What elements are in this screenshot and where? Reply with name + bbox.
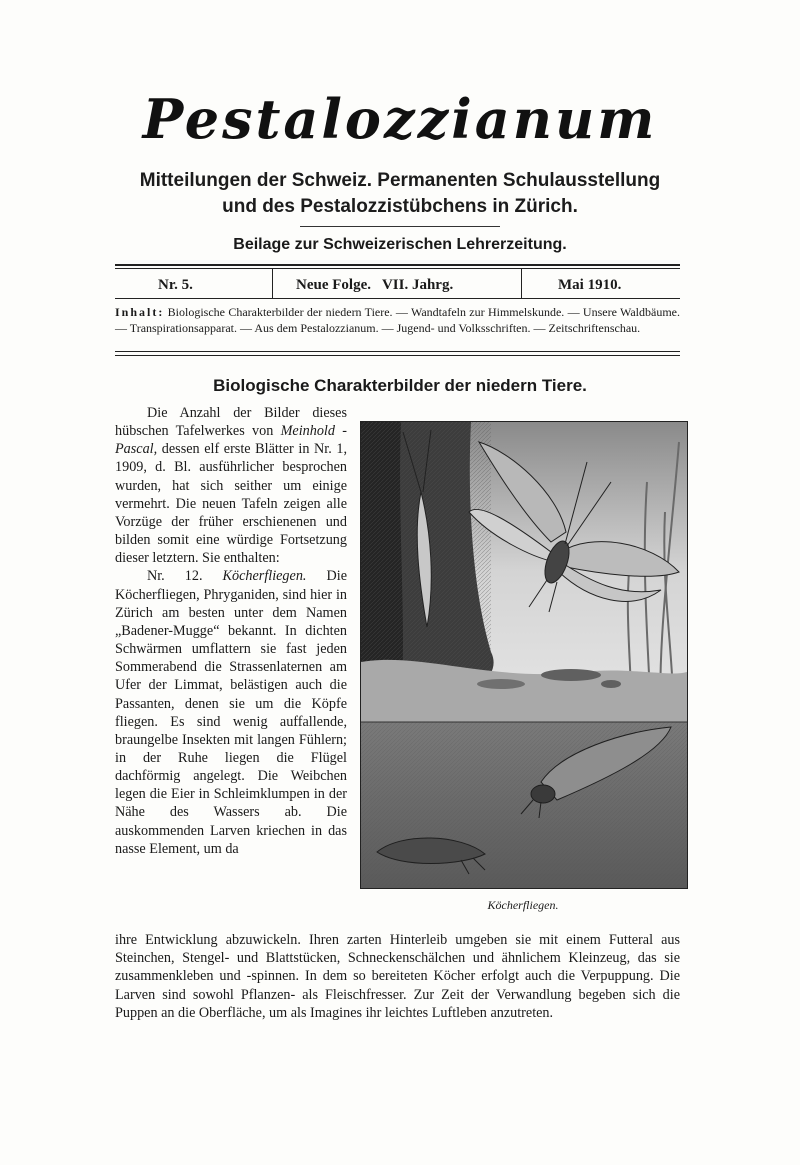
article-paragraph bbox=[115, 404, 347, 567]
article-continuation bbox=[115, 931, 680, 1022]
issue-separator bbox=[272, 268, 273, 298]
article-title: Biologische Charakterbilder der niedern Tiere. bbox=[213, 376, 587, 395]
paragraph-text: dessen elf erste Blätter in Nr. 1, 1909, d. Bl. ausführlicher besprochen wurden, hat sich seither um einige vermehrt. Die neuen Tafeln zeigen alle Vorzüge der früher erschienenen und bilden somit eine würdige Fortsetzung dieser letztern. Sie enthalten: bbox=[115, 441, 347, 567]
paragraph-text: Die Anzahl der Bilder dieses hübschen Tafelwerkes von bbox=[115, 405, 347, 440]
issue-bar-top-rule bbox=[115, 264, 680, 266]
caddisfly-illustration bbox=[360, 421, 688, 889]
contents-text: Biologische Charakterbilder der niedern Tiere. — Wandtafeln zur Himmelskunde. — Unsere Waldbäume. — Transpirationsapparat. — Aus dem Pestalozzianum. — Jugend- und Volksschriften. — Zeitschriftenschau. bbox=[115, 305, 681, 335]
figure-caption: Köcherfliegen. bbox=[487, 898, 559, 912]
issue-bar-top-rule-thin bbox=[115, 268, 680, 269]
contents-label: Inhalt: bbox=[115, 305, 165, 319]
masthead-title: Pestalozzianum bbox=[142, 87, 658, 151]
article-paragraph bbox=[115, 567, 347, 858]
table-of-contents bbox=[115, 304, 680, 336]
supplement-line: Beilage zur Schweizerischen Lehrerzeitung. bbox=[233, 236, 567, 253]
paragraph-text: Die Köcherfliegen, Phryganiden, sind hier in Zürich am besten unter dem Namen „Badener-Mugge“ bekannt. In dichten Schwärmen umflattern sie fast jeden Sommerabend die Strassenlaternen am Ufer der Limmat, belästigen auch die Passanten, denen sie um die Köpfe fliegen. Es sind wenig auffallende, braungelbe Insekten mit langen Fühlern; in der Ruhe liegen die Flügel dachförmig angelegt. Die Weibchen legen die Eier in Schleimklumpen in der Nähe des Wassers ab. Die auskommenden Larven kriechen in das nasse Element, um da bbox=[115, 568, 347, 857]
issue-bar-bottom-rule bbox=[115, 298, 680, 299]
masthead-divider bbox=[300, 226, 500, 227]
contents-bottom-rule bbox=[115, 351, 680, 352]
masthead-subtitle-line2: und des Pestalozzistübchens in Zürich. bbox=[222, 196, 578, 217]
issue-number: Nr. 5. bbox=[158, 277, 193, 293]
plate-number: Nr. 12. bbox=[147, 568, 223, 585]
contents-bottom-rule-thin bbox=[115, 355, 680, 356]
issue-separator bbox=[521, 268, 522, 298]
article-paragraph: ihre Entwicklung abzuwickeln. Ihren zarten Hinterleib umgeben sie mit einem Futteral aus Steinchen, Stengel- und Blattstücken, Schneckenschälchen und ähnlichem Kleinzeug, das sie zusammenkleben und -spinnen. In dem so bereiteten Köcher erfolgt auch die Verpuppung. Die Larven sind sowohl Pflanzen- als Fleischfresser. Zur Zeit der Verwandlung begeben sich die Puppen an die Oberfläche, um als Imagines ihr leichtes Luftleben anzutreten. bbox=[115, 932, 680, 1021]
masthead-subtitle-line1: Mitteilungen der Schweiz. Permanenten Schulausstellung bbox=[139, 170, 661, 191]
plate-title: Köcherfliegen. bbox=[222, 568, 307, 585]
issue-date: Mai 1910. bbox=[558, 277, 622, 293]
article-column bbox=[115, 404, 347, 858]
issue-series: Neue Folge. VII. Jahrg. bbox=[296, 277, 454, 293]
author-name: Meinhold - Pascal, bbox=[115, 423, 347, 458]
